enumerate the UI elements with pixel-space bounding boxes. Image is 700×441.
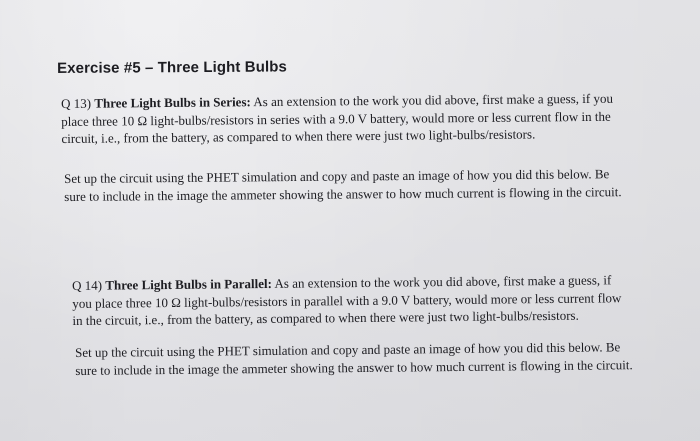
- question-13: [61, 89, 656, 147]
- question-13-line-3: circuit, i.e., from the battery, as compared to when there were just two light-bulbs/resistors.: [61, 126, 536, 146]
- question-14-line-2: you place three 10 Ω light-bulbs/resistors in parallel with a 9.0 V battery, would more or less current flow: [72, 289, 622, 311]
- question-14: [72, 271, 639, 329]
- question-13-line-2: place three 10 Ω light-bulbs/resistors in series with a 9.0 V battery, would more or less current flow in the: [61, 108, 611, 129]
- question-14-title: Three Light Bulbs in Parallel:: [105, 275, 272, 293]
- exercise-heading: Exercise #5 – Three Light Bulbs: [57, 58, 287, 77]
- question-13-setup: [64, 165, 654, 205]
- question-14-text-1: As an extension to the work you did above, first make a guess, if: [274, 272, 612, 291]
- question-13-setup-line-2: sure to include in the image the ammeter showing the answer to how much current is flowing in the circuit.: [64, 183, 622, 204]
- question-13-text-1: As an extension to the work you did above, first make a guess, if you: [253, 90, 614, 110]
- question-14-setup: [75, 338, 635, 379]
- question-13-number: Q 13): [61, 95, 92, 111]
- question-13-setup-line-1: Set up the circuit using the PHET simulation and copy and paste an image of how you did this below. Be: [64, 166, 610, 186]
- question-14-setup-line-1: Set up the circuit using the PHET simulation and copy and paste an image of how you did this below. Be: [75, 339, 621, 360]
- question-14-line-3: in the circuit, i.e., from the battery, as compared to when there were just two light-bulbs/resistors.: [72, 307, 579, 328]
- question-13-title: Three Light Bulbs in Series:: [94, 94, 251, 111]
- question-14-setup-line-2: sure to include in the image the ammeter showing the answer to how much current is flowing in the circuit.: [75, 356, 633, 378]
- question-14-number: Q 14): [72, 277, 103, 293]
